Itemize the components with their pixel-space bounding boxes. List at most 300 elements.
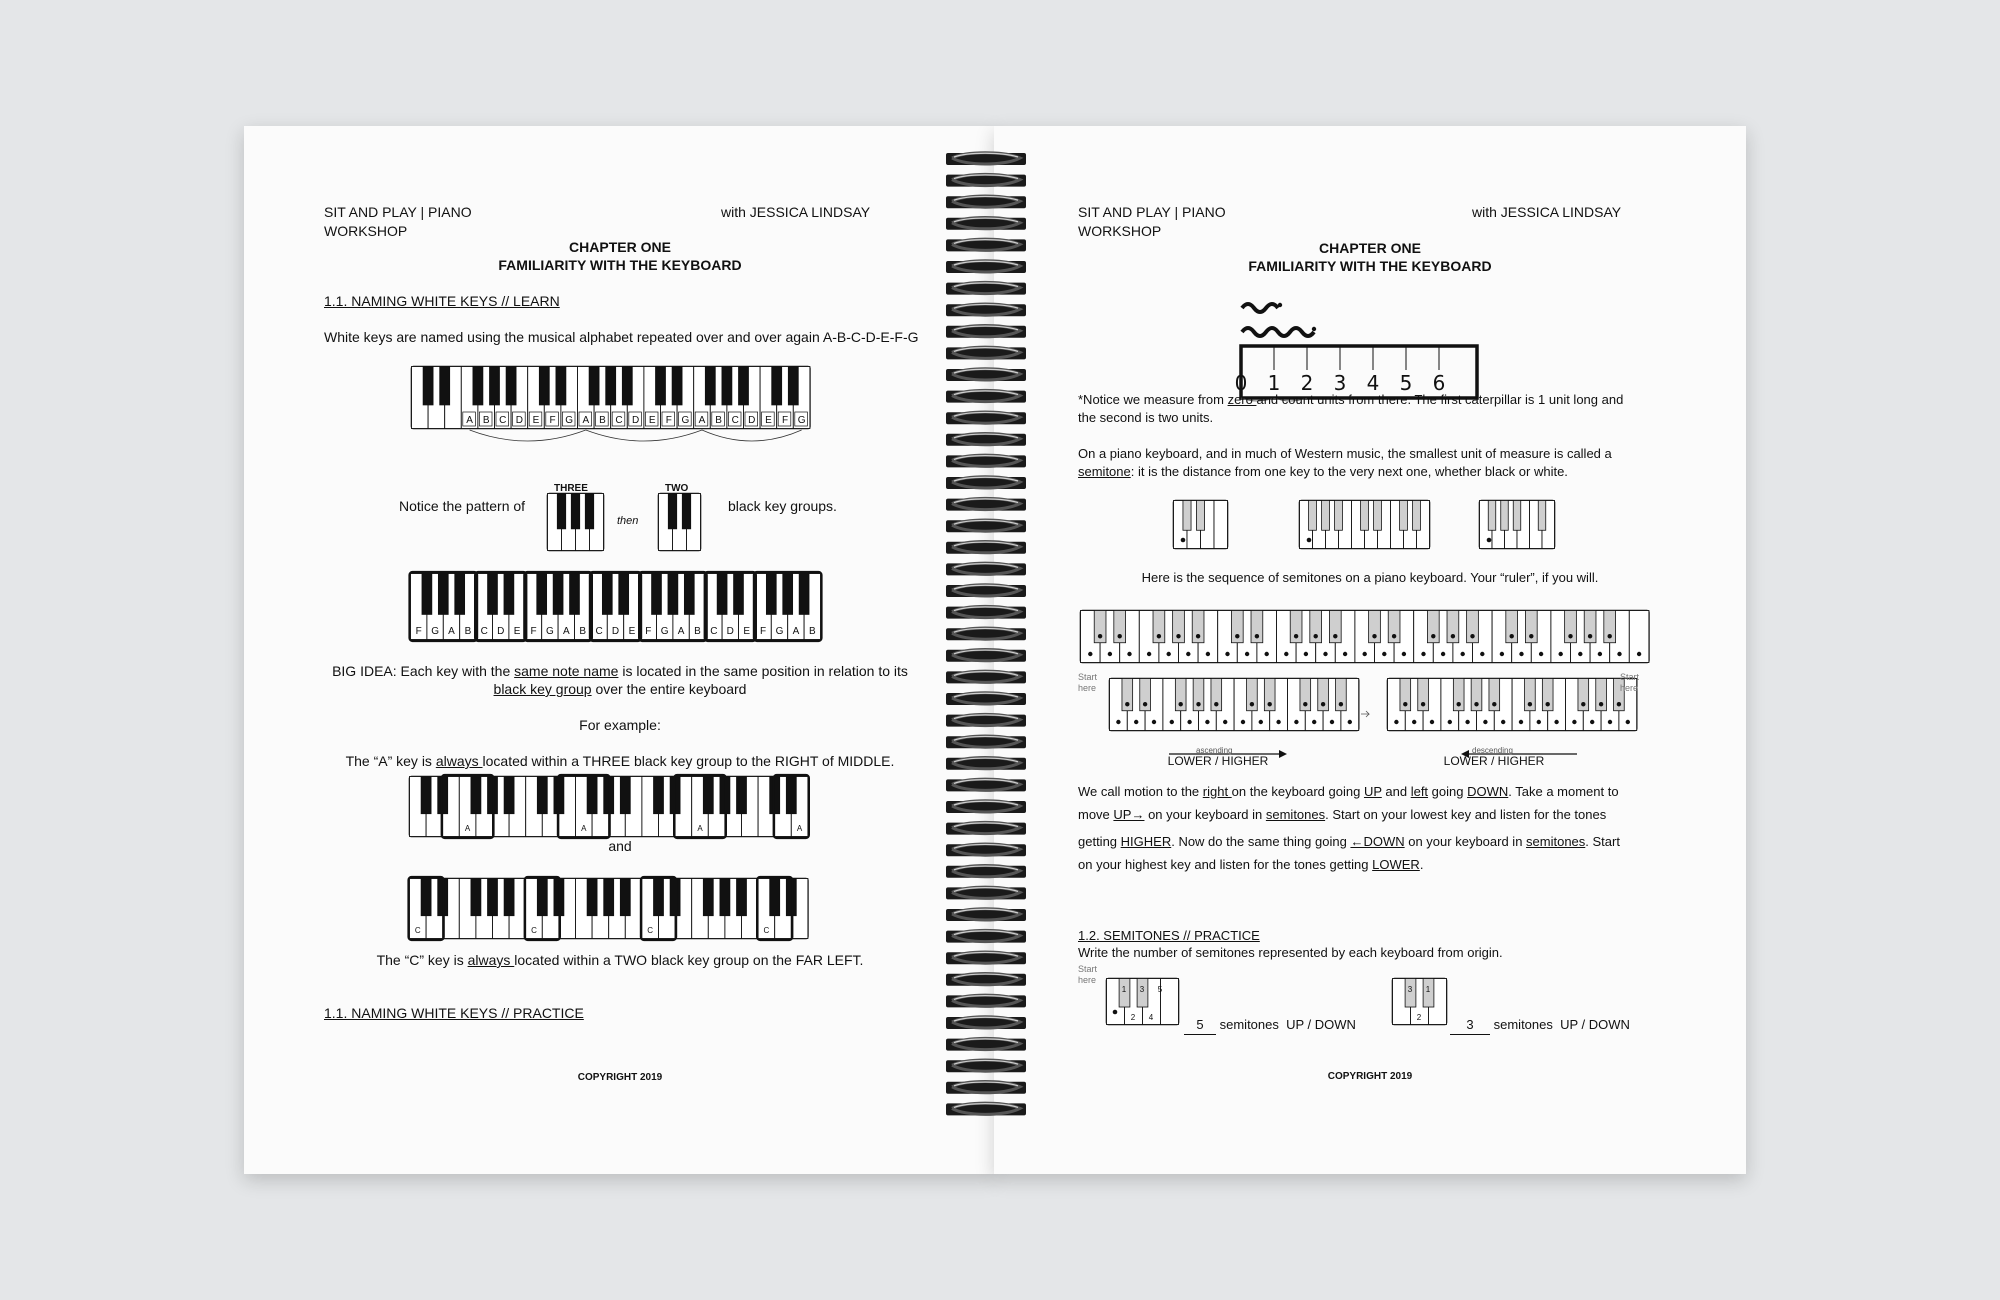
octave-arc <box>702 430 802 441</box>
motion-l3-c: on your keyboard in <box>1404 834 1527 849</box>
ruler-number: 1 <box>1267 371 1281 395</box>
semitone-dot <box>1181 538 1186 543</box>
key-label: F <box>781 415 789 426</box>
semitone-dot <box>1348 720 1352 724</box>
key-label: B <box>482 415 490 426</box>
key-label: F <box>760 626 767 637</box>
semitone-dot <box>1245 652 1249 656</box>
intro-text: White keys are named using the musical alphabet repeated over and over again A-B-C-D-E-F-G <box>324 329 919 345</box>
black-key <box>504 879 514 916</box>
ascending-keyboard <box>1109 678 1379 762</box>
motion-l3-b: . Now do the same thing going <box>1171 834 1351 849</box>
c-key-pre: The “C” key is <box>376 952 468 968</box>
practice-intro: Write the number of semitones represented by each keyboard from origin. <box>1078 945 1503 960</box>
semitone-dot <box>1588 634 1592 638</box>
caterpillar-1 <box>1242 304 1278 312</box>
start-here-ex1-l1: Start <box>1078 964 1098 974</box>
semitone-dot <box>1578 652 1582 656</box>
key-label: C <box>615 415 623 426</box>
piano-semitone: semitone <box>1078 464 1131 479</box>
semitone-dot <box>1241 720 1245 724</box>
semitone-dot <box>1598 652 1602 656</box>
black-key <box>1361 501 1369 531</box>
semitone-dot <box>1599 702 1603 706</box>
motion-l3-a: getting <box>1078 834 1121 849</box>
practice-keyboard-2 <box>1392 978 1448 1028</box>
semitone-dot <box>1265 652 1269 656</box>
black-key <box>423 367 433 405</box>
chapter-title: FAMILIARITY WITH THE KEYBOARD <box>1248 258 1492 274</box>
black-key <box>537 777 547 814</box>
key-label: A <box>466 415 473 426</box>
semitone-dot <box>1176 634 1180 638</box>
chapter-title: FAMILIARITY WITH THE KEYBOARD <box>498 257 742 273</box>
key-label: F <box>415 626 422 637</box>
descending-label: descending <box>1472 746 1513 755</box>
semitone-dot <box>1572 720 1576 724</box>
piano-line1: On a piano keyboard, and in much of Western music, the smallest unit of measure is called a <box>1078 446 1612 461</box>
key-label: A <box>698 415 706 426</box>
black-key <box>471 777 481 814</box>
semitone-dot <box>1412 720 1416 724</box>
semitone-dot <box>1196 702 1200 706</box>
key-label: C <box>531 926 537 935</box>
black-key <box>788 367 798 405</box>
black-key <box>471 879 481 916</box>
black-key <box>766 574 776 615</box>
black-key <box>1413 501 1421 531</box>
semitone-dot <box>1546 702 1550 706</box>
semitone-dot <box>1590 720 1594 724</box>
semitone-dot <box>1529 634 1533 638</box>
notice-line1 <box>1078 390 1623 409</box>
black-key <box>703 879 713 916</box>
key-label: D <box>631 415 640 426</box>
motion-line4 <box>1078 855 1423 874</box>
key-label: E <box>765 415 772 426</box>
keyboard-c-positions <box>409 878 809 942</box>
motion-l3-semitones: semitones <box>1526 834 1586 849</box>
semitones-label-2: semitones <box>1493 1017 1553 1032</box>
black-key <box>1501 501 1509 531</box>
black-key <box>589 367 599 405</box>
black-key <box>737 879 747 916</box>
semitone-dot <box>1431 634 1435 638</box>
semitone-dot <box>1321 702 1325 706</box>
semitone-dot <box>1276 720 1280 724</box>
octave-arc <box>470 430 586 441</box>
right-page <box>994 126 1746 1174</box>
motion-l3-higher: HIGHER <box>1120 834 1172 849</box>
black-key <box>1183 501 1191 531</box>
big-idea-same-note: same note name <box>514 663 619 679</box>
black-key <box>537 574 547 615</box>
semitone-dot <box>1088 652 1092 656</box>
black-key <box>656 367 666 405</box>
motion-l3-d: . Start <box>1585 834 1620 849</box>
black-key <box>506 367 516 405</box>
section-learn-heading: 1.1. NAMING WHITE KEYS // LEARN <box>324 293 560 309</box>
key-label: F <box>530 626 537 637</box>
semitone-dot <box>1519 652 1523 656</box>
key-label: E <box>648 415 656 426</box>
semitone-dot <box>1461 652 1465 656</box>
semitone-dot <box>1250 702 1254 706</box>
black-key <box>604 879 614 916</box>
black-key <box>490 367 500 405</box>
semitone-dot <box>1402 652 1406 656</box>
black-key <box>606 367 616 405</box>
semitone-dot <box>1170 720 1174 724</box>
key-label: E <box>532 415 540 426</box>
notice-line2: the second is two units. <box>1078 410 1214 425</box>
black-key <box>556 367 566 405</box>
black-key <box>722 367 732 405</box>
black-key <box>504 574 514 615</box>
semitone-dot <box>1537 720 1541 724</box>
header-brand-line1: SIT AND PLAY | PIANO <box>324 204 472 220</box>
caterpillar-2 <box>1242 328 1314 336</box>
answer-1-value[interactable]: 5 <box>1184 1015 1216 1035</box>
answer-2-value[interactable]: 3 <box>1450 1015 1490 1035</box>
semitone-dot <box>1510 634 1514 638</box>
black-key <box>587 879 597 916</box>
black-key <box>672 367 682 405</box>
motion-l4-lower: LOWER <box>1372 857 1420 872</box>
semitone-dot <box>1255 634 1259 638</box>
semitone-dot <box>1303 702 1307 706</box>
motion-line2 <box>1078 805 1606 824</box>
practice-1-number: 5 <box>1157 985 1163 994</box>
keyboard-a-positions <box>409 776 809 840</box>
black-key <box>720 879 730 916</box>
black-key <box>622 367 632 405</box>
black-key <box>488 574 498 615</box>
header-brand-line2: WORKSHOP <box>324 223 408 239</box>
header-brand-line2: WORKSHOP <box>1078 223 1162 239</box>
ruler-number: 0 <box>1234 371 1248 395</box>
a-key-sentence <box>244 752 996 771</box>
motion-l2-semitones: semitones <box>1265 807 1326 822</box>
key-label: G <box>431 626 439 637</box>
key-label: D <box>497 626 505 637</box>
semitone-dot <box>1457 702 1461 706</box>
semitone-dot <box>1179 702 1183 706</box>
key-label: E <box>513 626 521 637</box>
semitone-dot <box>1372 634 1376 638</box>
up-down-2: UP / DOWN <box>1560 1017 1630 1032</box>
key-label: C <box>710 626 718 637</box>
practice-1-number: 2 <box>1130 1013 1136 1022</box>
black-key <box>737 777 747 814</box>
start-here-l1: Start <box>1078 672 1098 682</box>
semitone-dot <box>1235 634 1239 638</box>
header-author: with JESSICA LINDSAY <box>1472 204 1622 220</box>
big-idea-black-key-group: black key group <box>493 681 592 697</box>
semitone-dot <box>1500 652 1504 656</box>
motion-l1-b: on the keyboard going <box>1231 784 1364 799</box>
black-key <box>1335 501 1343 531</box>
key-label: B <box>715 415 722 426</box>
black-key <box>620 777 630 814</box>
semitone-dot <box>1483 720 1487 724</box>
semitone-dot <box>1568 634 1572 638</box>
motion-l1-right: right <box>1202 784 1232 799</box>
black-key <box>619 574 629 615</box>
motion-l1-left: left <box>1410 784 1429 799</box>
semitone-dot <box>1465 720 1469 724</box>
key-label: C <box>731 415 739 426</box>
start-here-l2: here <box>1078 683 1097 693</box>
c-key-sentence <box>244 951 996 970</box>
black-key <box>684 574 694 615</box>
semitone-example-1 <box>1173 500 1229 552</box>
semitone-dot <box>1118 634 1122 638</box>
start-here-r1: Start <box>1620 672 1640 682</box>
semitone-dot <box>1152 720 1156 724</box>
semitone-dot <box>1617 652 1621 656</box>
key-label: B <box>579 626 587 637</box>
ruler-number: 4 <box>1366 371 1380 395</box>
key-label: F <box>645 626 652 637</box>
chapter-number: CHAPTER ONE <box>569 239 671 255</box>
key-label: B <box>694 626 701 637</box>
semitone-dot <box>1470 634 1474 638</box>
semitone-dot <box>1421 702 1425 706</box>
key-label: E <box>628 626 636 637</box>
black-key <box>1513 501 1521 531</box>
key-label: G <box>681 415 690 426</box>
up-down-1: UP / DOWN <box>1286 1017 1356 1032</box>
caterpillar-1-head <box>1278 303 1282 307</box>
black-key <box>654 777 664 814</box>
semitone-ruler-keyboard <box>1080 610 1650 666</box>
key-label: A <box>792 626 800 637</box>
semitone-dot <box>1492 702 1496 706</box>
motion-l2-b: on your keyboard in <box>1144 807 1266 822</box>
key-label: A <box>796 824 803 833</box>
white-key <box>1214 501 1228 549</box>
a-key-always: always <box>435 753 483 769</box>
chapter-number: CHAPTER ONE <box>1319 240 1421 256</box>
key-label: G <box>797 415 806 426</box>
semitone-dot <box>1307 538 1312 543</box>
ascending-small-arrow <box>1361 711 1369 717</box>
black-key <box>587 777 597 814</box>
black-key <box>682 494 690 529</box>
big-idea-end: over the entire keyboard <box>591 681 747 697</box>
key-label: D <box>611 626 620 637</box>
semitone-dot <box>1519 720 1523 724</box>
semitone-dot <box>1314 634 1318 638</box>
notice-zero: zero <box>1227 392 1257 407</box>
motion-l3-down: ←DOWN <box>1350 834 1405 849</box>
motion-l1-d: going <box>1428 784 1468 799</box>
semitone-dot <box>1196 634 1200 638</box>
spiral-binding <box>946 152 1026 1152</box>
notice-pre: *Notice we measure from <box>1078 392 1228 407</box>
black-key <box>654 879 664 916</box>
semitone-dot <box>1206 652 1210 656</box>
semitone-dot <box>1330 720 1334 724</box>
key-label: C <box>763 926 770 935</box>
motion-l1-down: DOWN <box>1467 784 1509 799</box>
practice-1-number: 4 <box>1148 1013 1154 1022</box>
key-label: C <box>414 926 421 935</box>
semitone-dot <box>1554 720 1558 724</box>
header-brand-line1: SIT AND PLAY | PIANO <box>1078 204 1226 220</box>
semitone-dot <box>1637 652 1641 656</box>
semitone-dot <box>1167 652 1171 656</box>
big-idea-pre: BIG IDEA: Each key with the <box>332 663 515 679</box>
key-label: A <box>697 824 703 833</box>
ascending-label: ascending <box>1196 746 1233 755</box>
black-key <box>770 879 780 916</box>
copyright: COPYRIGHT 2019 <box>577 1072 663 1083</box>
key-label: D <box>748 415 756 426</box>
black-key <box>1196 501 1204 531</box>
caterpillar-ruler <box>1234 274 1490 406</box>
three-black-key-group <box>547 493 605 554</box>
semitone-dot <box>1608 720 1612 724</box>
black-key <box>455 574 465 615</box>
key-label: A <box>677 626 685 637</box>
semitone-dot <box>1451 634 1455 638</box>
semitone-dot <box>1134 720 1138 724</box>
then-label: then <box>617 515 639 527</box>
black-key <box>705 367 715 405</box>
lower-higher-right: LOWER / HIGHER <box>1443 754 1545 768</box>
black-key <box>668 494 676 529</box>
semitone-dot <box>1333 634 1337 638</box>
black-key <box>1538 501 1546 531</box>
black-key <box>571 494 579 529</box>
black-key <box>1488 501 1496 531</box>
semitone-example-2 <box>1299 500 1431 552</box>
key-label: B <box>464 626 472 637</box>
key-label: G <box>775 626 784 637</box>
black-key <box>570 574 580 615</box>
for-example: For example: <box>579 717 661 733</box>
caterpillar-2-head <box>1312 327 1316 331</box>
semitone-example-3 <box>1479 500 1556 552</box>
black-key <box>1400 501 1408 531</box>
practice-2-number: 2 <box>1416 1013 1422 1022</box>
black-key <box>537 879 547 916</box>
semitone-dot <box>1559 652 1563 656</box>
practice-1-number: 1 <box>1121 985 1127 994</box>
a-key-post: located within a THREE black key group to the RIGHT of MIDDLE. <box>482 753 895 769</box>
black-key <box>421 777 431 814</box>
header-brand <box>1078 203 1226 241</box>
motion-line3 <box>1078 832 1620 851</box>
semitone-dot <box>1113 1010 1118 1015</box>
semitone-dot <box>1392 634 1396 638</box>
ruler-number: 2 <box>1300 371 1314 395</box>
black-key <box>602 574 612 615</box>
piano-line2-text: : it is the distance from one key to the very next one, whether black or white. <box>1130 464 1568 479</box>
key-label: A <box>448 626 455 637</box>
key-label: B <box>599 415 606 426</box>
practice-2-number: 3 <box>1407 985 1413 994</box>
semitone-dot <box>1284 652 1288 656</box>
start-here-ex1 <box>1078 964 1097 986</box>
practice-1-number: 3 <box>1139 985 1145 994</box>
semitone-dot <box>1125 702 1129 706</box>
practice-keyboard-1 <box>1106 978 1180 1028</box>
key-label: F <box>665 415 672 426</box>
semitone-dot <box>1363 652 1367 656</box>
motion-l1-c: and <box>1381 784 1411 799</box>
start-here-r2: here <box>1620 683 1639 693</box>
semitone-dot <box>1127 652 1131 656</box>
semitone-dot <box>1304 652 1308 656</box>
c-key-always: always <box>467 952 515 968</box>
big-idea-mid: is located in the same position in relation to its <box>618 663 908 679</box>
two-label: TWO <box>665 483 689 494</box>
black-key <box>539 367 549 405</box>
motion-l4-a: on your highest key and listen for the tones getting <box>1078 857 1373 872</box>
start-here-right <box>1620 672 1639 694</box>
black-key <box>652 574 662 615</box>
header-author: with JESSICA LINDSAY <box>721 204 871 220</box>
copyright: COPYRIGHT 2019 <box>1327 1071 1413 1082</box>
semitone-dot <box>1294 634 1298 638</box>
black-key <box>717 574 727 615</box>
semitone-dot <box>1617 702 1621 706</box>
key-label: G <box>660 626 669 637</box>
semitone-dot <box>1501 720 1505 724</box>
white-key <box>1161 979 1179 1025</box>
big-idea-line2 <box>244 680 996 699</box>
motion-l2-c: . Start on your lowest key and listen for the tones <box>1325 807 1607 822</box>
semitone-dot <box>1343 652 1347 656</box>
pattern-suffix: black key groups. <box>728 498 837 514</box>
semitone-dot <box>1430 720 1434 724</box>
key-label: A <box>464 824 471 833</box>
sequence-text: Here is the sequence of semitones on a piano keyboard. Your “ruler”, if you will. <box>1141 570 1599 585</box>
key-label: D <box>726 626 734 637</box>
semitone-dot <box>1487 538 1492 543</box>
black-key <box>668 574 678 615</box>
key-label: C <box>499 415 507 426</box>
key-label: C <box>480 626 488 637</box>
semitone-dot <box>1268 702 1272 706</box>
key-label: E <box>743 626 751 637</box>
black-key <box>504 777 514 814</box>
key-label: A <box>562 626 570 637</box>
semitone-dot <box>1098 634 1102 638</box>
key-label: C <box>647 926 654 935</box>
semitone-dot <box>1108 652 1112 656</box>
black-key <box>1374 501 1382 531</box>
black-key <box>440 367 450 405</box>
semitone-dot <box>1225 652 1229 656</box>
black-key <box>473 367 483 405</box>
a-key-pre: The “A” key is <box>345 753 436 769</box>
practice-2-number: 1 <box>1425 985 1431 994</box>
semitone-dot <box>1186 652 1190 656</box>
motion-l2-up: UP→ <box>1113 807 1145 822</box>
semitone-dot <box>1608 634 1612 638</box>
piano-line2 <box>1078 462 1568 481</box>
keyboard-named-keys <box>411 366 811 456</box>
two-black-key-group <box>658 493 702 554</box>
ruler-number: 5 <box>1399 371 1413 395</box>
semitone-dot <box>1403 702 1407 706</box>
semitone-dot <box>1441 652 1445 656</box>
key-label: A <box>582 415 590 426</box>
